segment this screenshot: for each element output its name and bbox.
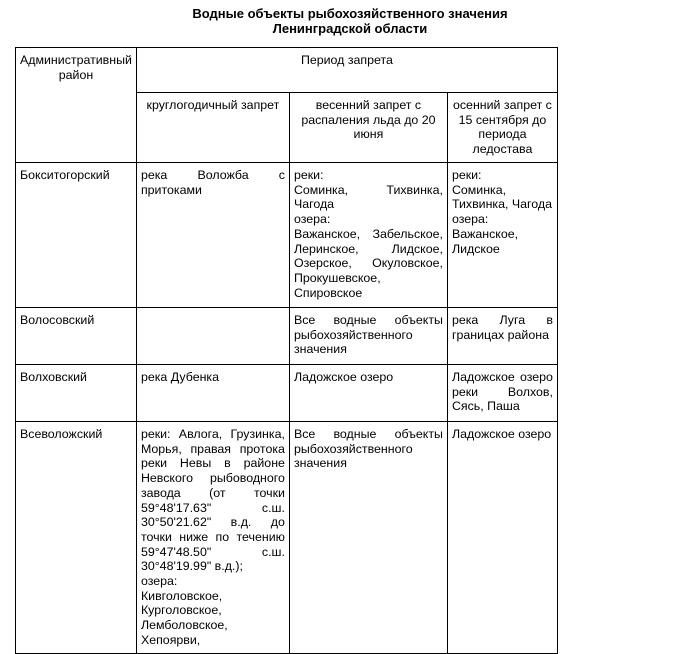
autumn-cell	[447, 308, 557, 365]
cell-line: Ладожское озеро реки Волхов, Сясь, Паша	[451, 370, 553, 414]
header-ban-period: Период запрета	[136, 48, 557, 93]
table-row	[16, 365, 558, 422]
district-cell: Волховский	[16, 365, 137, 422]
cell-line: озера:	[293, 212, 331, 227]
district-cell: Всеволожский	[16, 422, 137, 654]
spring-cell	[289, 163, 447, 308]
year-round-cell	[136, 365, 289, 422]
autumn-cell	[447, 365, 557, 422]
title-line-2: Ленинградской области	[272, 21, 428, 36]
year-round-cell	[136, 163, 289, 308]
fishing-ban-table	[15, 47, 558, 654]
cell-line: озера:	[140, 574, 178, 589]
cell-line: Все водные объекты рыбохозяйственного значения	[293, 313, 443, 357]
cell-line: Все водные объекты рыбохозяйственного значения	[293, 427, 443, 471]
cell-line: Соминка, Тихвинка, Чагода	[293, 182, 443, 212]
cell-line: река Дубенка	[140, 370, 220, 384]
cell-line: Ладожское озеро	[451, 427, 552, 441]
cell-line: Кивголовское, Курголовское, Лемболовское, Хепоярви,	[140, 588, 228, 647]
spring-cell	[289, 308, 447, 365]
district-cell: Бокситогорский	[16, 163, 137, 308]
year-round-cell	[136, 308, 289, 365]
header-year-round: круглогодичный запрет	[136, 93, 289, 163]
cell-line: реки: Авлога, Грузинка, Морья, правая протока реки Невы в районе Невского рыбоводного завода (от точки 59°48'17.63" с.ш. 30°50'21.62" в.д. до точки ниже по течению 59°47'48.50" с.ш. 30°48'19.99" в.д.);	[140, 427, 285, 574]
cell-line: Ладожское озеро	[293, 370, 394, 384]
cell-line: реки:	[293, 168, 324, 182]
cell-line: река Луга в границах района	[451, 313, 553, 342]
document-title	[0, 6, 700, 36]
cell-line: Важанское, Забельское, Леринское, Лидское, Озерское, Окуловское, Прокушевское, Спировское	[293, 226, 443, 300]
autumn-cell	[447, 163, 557, 308]
header-autumn: осенний запрет с 15 сентября до периода ледостава	[447, 93, 557, 163]
district-cell: Волосовский	[16, 308, 137, 365]
header-district: Административный район	[16, 48, 137, 163]
autumn-cell	[447, 422, 557, 654]
spring-cell	[289, 365, 447, 422]
header-spring: весенний запрет с распаления льда до 20 июня	[289, 93, 447, 163]
cell-line: Соминка, Тихвинка, Чагода	[451, 182, 553, 212]
spring-cell	[289, 422, 447, 654]
title-line-1: Водные объекты рыбохозяйственного значения	[192, 6, 508, 21]
table-row	[16, 422, 558, 654]
year-round-cell	[136, 422, 289, 654]
table-row	[16, 308, 558, 365]
cell-line: река Воложба с притоками	[140, 168, 285, 197]
cell-line: реки:	[451, 168, 482, 182]
cell-line: озера: Важанское, Лидское	[451, 212, 519, 256]
table-row	[16, 163, 558, 308]
header-row-1	[16, 48, 558, 93]
